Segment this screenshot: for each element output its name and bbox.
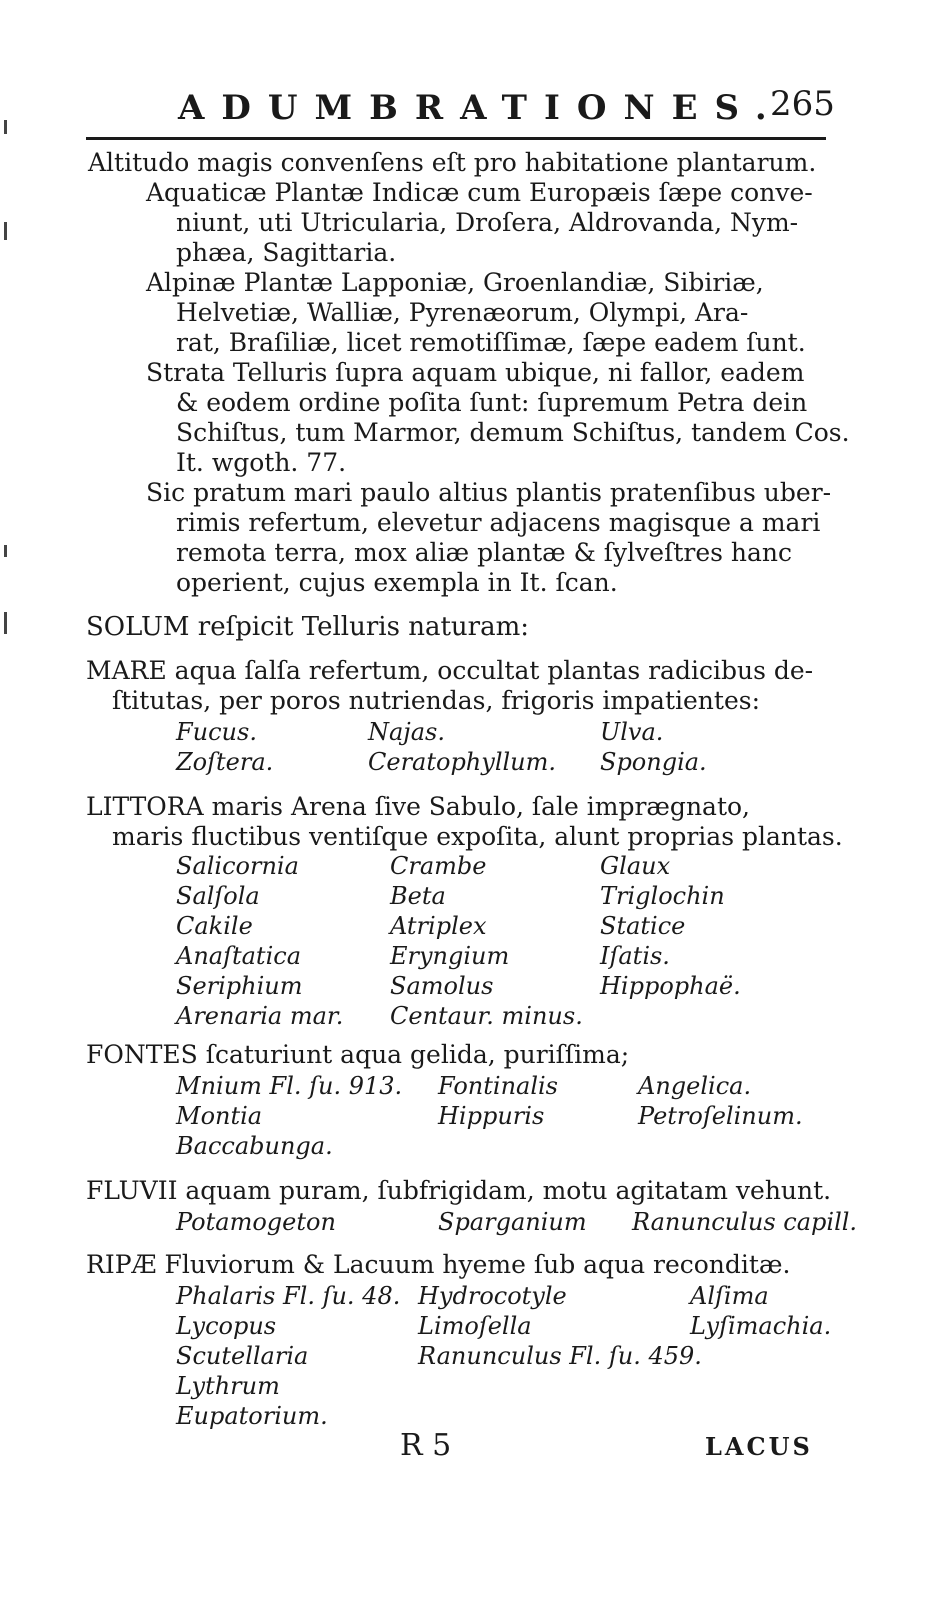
ripae-plant: Lythrum <box>176 1372 280 1400</box>
fluvii-line: FLUVII aquam puram, ſubfrigidam, motu agitatam vehunt. <box>86 1176 832 1205</box>
catchword: LACUS <box>705 1432 813 1461</box>
mare-plant: Spongia. <box>600 748 707 776</box>
ripae-plant: Lycopus <box>176 1312 277 1340</box>
aquaticae-line-3: phæa, Sagittaria. <box>176 238 397 267</box>
pratum-line-1: Sic pratum mari paulo altius plantis pratenſibus uber- <box>146 478 832 507</box>
littora-plant: Arenaria mar. <box>176 1002 344 1030</box>
littora-plant: Eryngium <box>390 942 510 970</box>
ripae-plant: Hydrocotyle <box>418 1282 567 1310</box>
littora-plant: Anaſtatica <box>176 942 302 970</box>
solum-heading: SOLUM reſpicit Telluris naturam: <box>86 612 529 642</box>
strata-line-3: Schiſtus, tum Marmor, demum Schiſtus, tandem Cos. <box>176 418 850 447</box>
signature-mark: R 5 <box>400 1428 452 1463</box>
littora-plant: Salſola <box>176 882 260 910</box>
littora-plant: Centaur. minus. <box>390 1002 583 1030</box>
strata-line-1: Strata Telluris ſupra aquam ubique, ni fallor, eadem <box>146 358 805 387</box>
ripae-line: RIPÆ Fluviorum & Lacuum hyeme ſub aqua reconditæ. <box>86 1250 791 1279</box>
fontes-line: FONTES ſcaturiunt aqua gelida, puriſſima; <box>86 1040 630 1069</box>
littora-plant: Crambe <box>390 852 487 880</box>
littora-plant: Beta <box>390 882 446 910</box>
littora-plant: Iſatis. <box>600 942 670 970</box>
strata-line-2: & eodem ordine poſita ſunt: ſupremum Petra dein <box>176 388 808 417</box>
intro-line: Altitudo magis convenſens eſt pro habitatione plantarum. <box>88 148 817 177</box>
ripae-plant: Phalaris Fl. ſu. 48. <box>176 1282 401 1310</box>
alpinae-line-1: Alpinæ Plantæ Lapponiæ, Groenlandiæ, Sibiriæ, <box>146 268 764 297</box>
mare-plant: Zoſtera. <box>176 748 274 776</box>
strata-line-4: It. wgoth. 77. <box>176 448 347 477</box>
mare-line-1: MARE aqua ſalſa refertum, occultat plantas radicibus de- <box>86 656 814 685</box>
mare-plant: Ceratophyllum. <box>368 748 557 776</box>
fluvii-plant: Sparganium <box>438 1208 587 1236</box>
fontes-plant: Fontinalis <box>438 1072 558 1100</box>
ripae-plant: Alſima <box>690 1282 769 1310</box>
littora-plant: Samolus <box>390 972 494 1000</box>
scan-edge-mark <box>4 612 7 634</box>
mare-line-2: ſtitutas, per poros nutriendas, frigoris impatientes: <box>112 686 760 715</box>
pratum-line-4: operient, cujus exempla in It. ſcan. <box>176 568 618 597</box>
pratum-line-3: remota terra, mox aliæ plantæ & ſylveſtres hanc <box>176 538 793 567</box>
scan-edge-mark <box>4 222 7 240</box>
fontes-plant: Mnium Fl. ſu. 913. <box>176 1072 403 1100</box>
littora-plant: Seriphium <box>176 972 303 1000</box>
mare-plant: Ulva. <box>600 718 664 746</box>
alpinae-line-2: Helvetiæ, Walliæ, Pyrenæorum, Olympi, Ara- <box>176 298 749 327</box>
ripae-plant: Scutellaria <box>176 1342 309 1370</box>
littora-plant: Salicornia <box>176 852 299 880</box>
ripae-plant: Limoſella <box>418 1312 532 1340</box>
alpinae-line-3: rat, Braſiliæ, licet remotiſſimæ, ſæpe eadem ſunt. <box>176 328 806 357</box>
fluvii-plant: Ranunculus capill. <box>632 1208 858 1236</box>
fontes-plant: Hippuris <box>438 1102 545 1130</box>
mare-plant: Fucus. <box>176 718 257 746</box>
mare-plant: Najas. <box>368 718 446 746</box>
fluvii-plant: Potamogeton <box>176 1208 336 1236</box>
scan-edge-mark <box>4 545 7 557</box>
ripae-plant: Ranunculus Fl. ſu. 459. <box>418 1342 702 1370</box>
littora-plant: Glaux <box>600 852 671 880</box>
fontes-plant: Montia <box>176 1102 263 1130</box>
aquaticae-line-2: niunt, uti Utricularia, Droſera, Aldrovanda, Nym- <box>176 208 799 237</box>
littora-line-1: LITTORA maris Arena ſive Sabulo, ſale imprægnato, <box>86 792 750 821</box>
ripae-plant: Eupatorium. <box>176 1402 328 1430</box>
fontes-plant: Petroſelinum. <box>638 1102 803 1130</box>
pratum-line-2: rimis refertum, elevetur adjacens magisque a mari <box>176 508 821 537</box>
ripae-plant: Lyſimachia. <box>690 1312 832 1340</box>
littora-line-2: maris fluctibus ventiſque expoſita, alunt proprias plantas. <box>112 822 843 851</box>
scan-edge-mark <box>4 120 7 134</box>
aquaticae-line-1: Aquaticæ Plantæ Indicæ cum Europæis ſæpe conve- <box>146 178 813 207</box>
header-rule <box>86 137 826 140</box>
running-head-title: ADUMBRATIONES. <box>178 88 784 128</box>
littora-plant: Atriplex <box>390 912 487 940</box>
littora-plant: Statice <box>600 912 686 940</box>
littora-plant: Hippophaë. <box>600 972 741 1000</box>
littora-plant: Cakile <box>176 912 253 940</box>
fontes-plant: Angelica. <box>638 1072 752 1100</box>
littora-plant: Triglochin <box>600 882 725 910</box>
fontes-plant: Baccabunga. <box>176 1132 333 1160</box>
page-number: 265 <box>770 84 835 124</box>
